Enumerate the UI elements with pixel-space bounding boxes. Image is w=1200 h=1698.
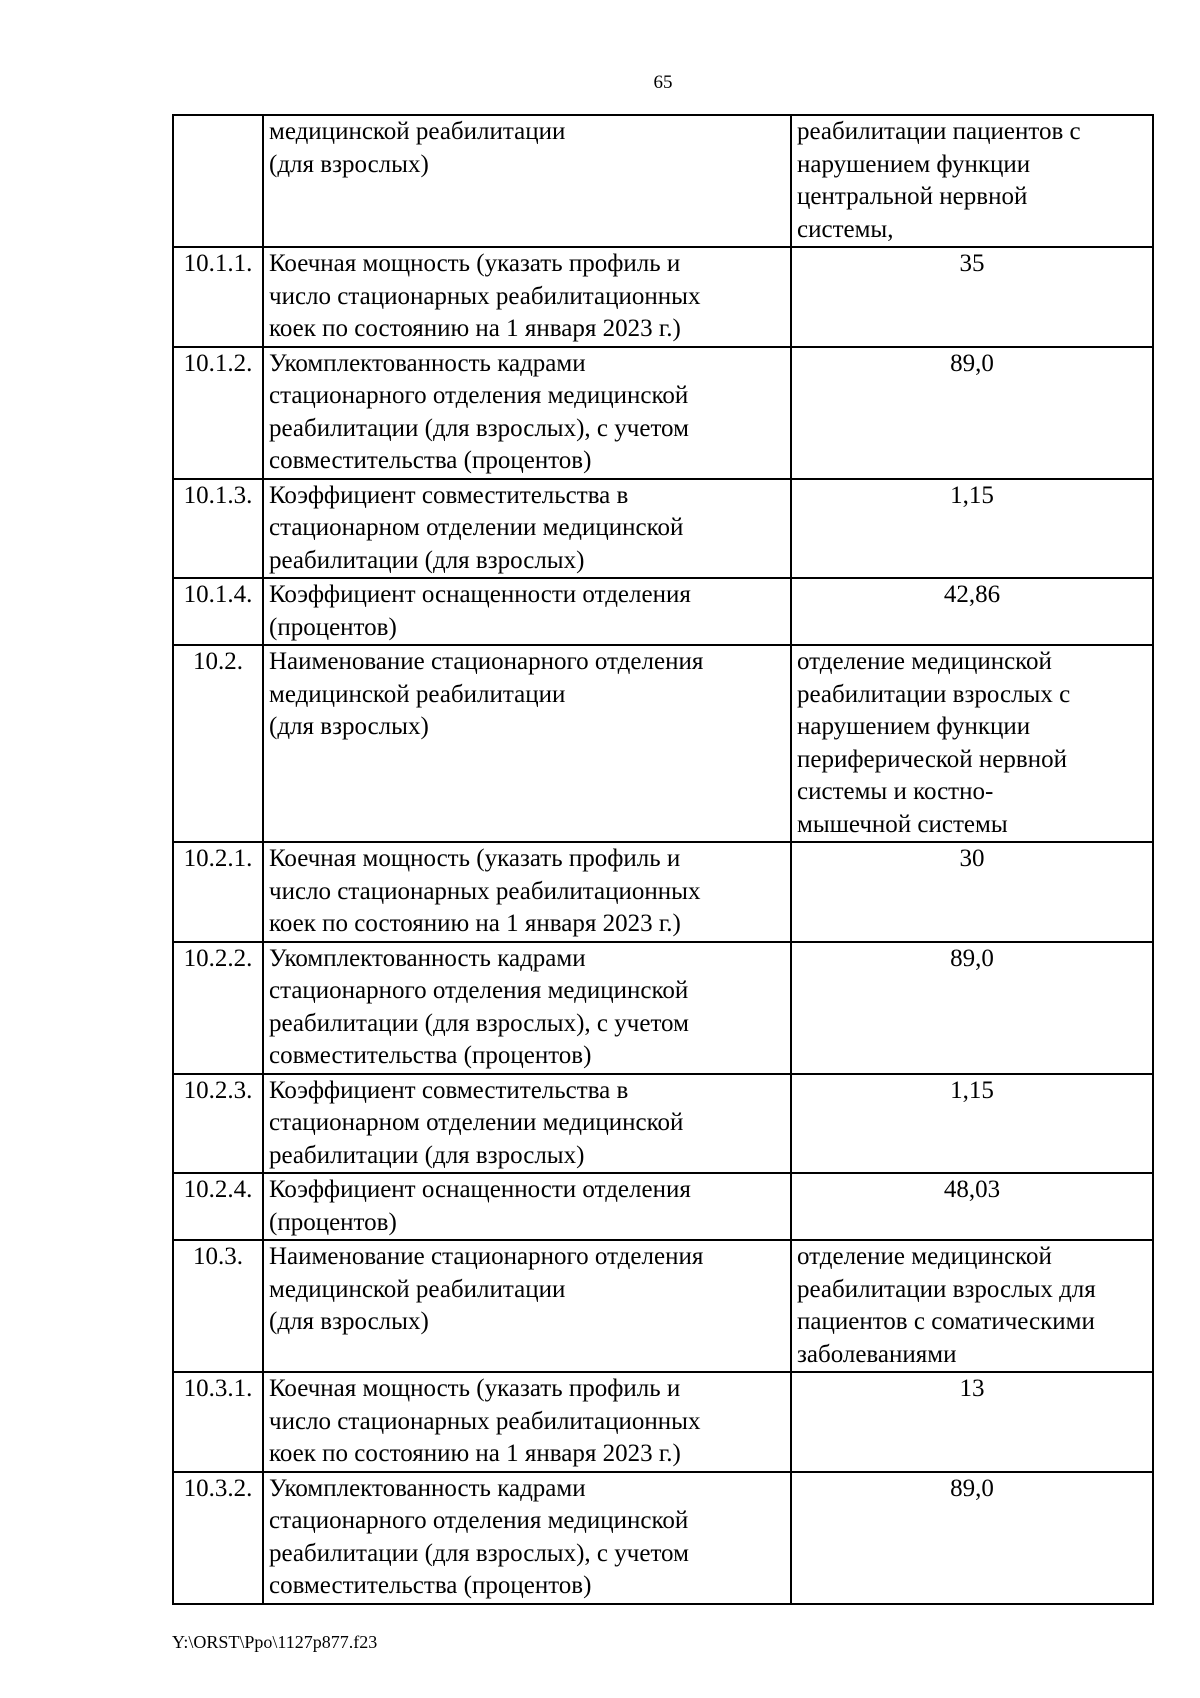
footer-file-path: Y:\ORST\Ppo\1127p877.f23 bbox=[172, 1632, 378, 1652]
indicator-name-line: совместительства (процентов) bbox=[269, 1572, 592, 1599]
indicator-value bbox=[791, 1240, 1153, 1372]
table-row bbox=[173, 247, 1153, 347]
indicator-name-line: Наименование стационарного отделения bbox=[269, 648, 704, 675]
indicator-value-line: периферической нервной bbox=[797, 745, 1067, 773]
indicator-value bbox=[791, 1173, 1153, 1240]
indicator-name bbox=[263, 1372, 791, 1472]
indicator-value-line: 48,03 bbox=[943, 1176, 1001, 1203]
indicator-name-line: Коечная мощность (указать профиль и bbox=[269, 250, 681, 277]
indicator-name-line: Коэффициент оснащенности отделения bbox=[269, 1176, 691, 1203]
indicator-name bbox=[263, 842, 791, 942]
indicator-name bbox=[263, 1173, 791, 1240]
indicator-name-line: (процентов) bbox=[269, 1208, 397, 1236]
indicator-name-line: (для взрослых) bbox=[269, 150, 429, 178]
table-row bbox=[173, 479, 1153, 579]
indicator-value-line: 1,15 bbox=[950, 481, 994, 509]
row-number: 10.1.4. bbox=[173, 578, 263, 645]
indicator-value-line: центральной нервной bbox=[797, 183, 1028, 210]
indicator-value bbox=[791, 1372, 1153, 1472]
indicator-name-line: Укомплектованность кадрами bbox=[269, 349, 586, 377]
indicator-name-line: Коечная мощность (указать профиль и bbox=[269, 845, 681, 872]
row-number: 10.2.3. bbox=[173, 1074, 263, 1174]
indicator-name-line: коек по состоянию на 1 января 2023 г.) bbox=[269, 315, 681, 342]
indicator-value-line: 1,15 bbox=[950, 1076, 994, 1104]
indicator-name-line: медицинской реабилитации bbox=[269, 680, 566, 708]
row-number: 10.2.1. bbox=[173, 842, 263, 942]
indicator-value-line: мышечной системы bbox=[797, 810, 1008, 838]
indicator-value-line: 89,0 bbox=[950, 1474, 994, 1502]
indicator-value-line: 13 bbox=[959, 1375, 985, 1402]
indicator-value bbox=[791, 115, 1153, 247]
indicator-value-line: заболеваниями bbox=[797, 1340, 957, 1368]
indicator-name-line: совместительства (процентов) bbox=[269, 1042, 592, 1069]
row-number: 10.1.2. bbox=[173, 347, 263, 479]
indicator-name-line: Наименование стационарного отделения bbox=[269, 1243, 704, 1270]
indicator-name-line: реабилитации (для взрослых) bbox=[269, 1141, 585, 1169]
table-row bbox=[173, 1372, 1153, 1472]
indicator-name bbox=[263, 578, 791, 645]
indicator-name-line: реабилитации (для взрослых), с учетом bbox=[269, 414, 689, 442]
indicator-value-line: 35 bbox=[959, 250, 985, 277]
indicator-value bbox=[791, 842, 1153, 942]
indicator-value-line: реабилитации взрослых с bbox=[797, 680, 1071, 708]
indicator-name-line: реабилитации (для взрослых), с учетом bbox=[269, 1009, 689, 1037]
row-number: 10.2.4. bbox=[173, 1173, 263, 1240]
indicator-name-line: стационарного отделения медицинской bbox=[269, 977, 689, 1004]
indicator-name bbox=[263, 479, 791, 579]
indicator-value bbox=[791, 645, 1153, 842]
indicators-table bbox=[172, 114, 1154, 1605]
indicator-value-line: системы и костно- bbox=[797, 778, 994, 805]
row-number: 10.3.2. bbox=[173, 1472, 263, 1604]
table-row bbox=[173, 1173, 1153, 1240]
indicator-value bbox=[791, 247, 1153, 347]
table-row bbox=[173, 1240, 1153, 1372]
indicator-name-line: Коечная мощность (указать профиль и bbox=[269, 1375, 681, 1402]
row-number: 10.1.3. bbox=[173, 479, 263, 579]
indicator-value bbox=[791, 578, 1153, 645]
indicator-name bbox=[263, 347, 791, 479]
indicator-name bbox=[263, 1472, 791, 1604]
indicator-value-line: 42,86 bbox=[943, 581, 1001, 608]
indicator-value bbox=[791, 942, 1153, 1074]
table-body bbox=[173, 115, 1153, 1604]
row-number bbox=[173, 115, 263, 247]
indicator-name-line: число стационарных реабилитационных bbox=[269, 282, 701, 310]
indicator-value bbox=[791, 1074, 1153, 1174]
table-row bbox=[173, 645, 1153, 842]
indicator-name-line: (процентов) bbox=[269, 613, 397, 641]
indicator-name bbox=[263, 645, 791, 842]
indicator-value-line: 89,0 bbox=[950, 944, 994, 972]
indicator-value-line: отделение медицинской bbox=[797, 648, 1052, 675]
indicator-name-line: Коэффициент совместительства в bbox=[269, 481, 629, 509]
indicator-value-line: системы, bbox=[797, 215, 894, 243]
table-row bbox=[173, 942, 1153, 1074]
indicator-name-line: медицинской реабилитации bbox=[269, 1275, 566, 1303]
indicator-name bbox=[263, 942, 791, 1074]
indicator-name-line: Коэффициент оснащенности отделения bbox=[269, 581, 691, 608]
indicator-name-line: стационарном отделении медицинской bbox=[269, 1109, 684, 1136]
indicator-name-line: совместительства (процентов) bbox=[269, 447, 592, 474]
indicator-name bbox=[263, 115, 791, 247]
indicator-value-line: 30 bbox=[959, 845, 985, 872]
indicator-name-line: Укомплектованность кадрами bbox=[269, 944, 586, 972]
indicator-value bbox=[791, 479, 1153, 579]
indicator-name-line: число стационарных реабилитационных bbox=[269, 1407, 701, 1435]
table-row bbox=[173, 578, 1153, 645]
indicator-name-line: медицинской реабилитации bbox=[269, 118, 566, 145]
indicator-name-line: реабилитации (для взрослых) bbox=[269, 546, 585, 574]
indicator-value bbox=[791, 347, 1153, 479]
table-row bbox=[173, 1472, 1153, 1604]
indicator-value-line: 89,0 bbox=[950, 349, 994, 377]
row-number: 10.2.2. bbox=[173, 942, 263, 1074]
indicator-name-line: стационарного отделения медицинской bbox=[269, 1507, 689, 1534]
indicator-value-line: реабилитации пациентов с bbox=[797, 118, 1081, 145]
indicator-name bbox=[263, 1240, 791, 1372]
indicator-name-line: (для взрослых) bbox=[269, 1308, 429, 1335]
indicator-name-line: Укомплектованность кадрами bbox=[269, 1474, 586, 1502]
table-row bbox=[173, 1074, 1153, 1174]
indicator-value-line: отделение медицинской bbox=[797, 1243, 1052, 1270]
indicator-name bbox=[263, 247, 791, 347]
indicator-value-line: нарушением функции bbox=[797, 713, 1031, 740]
indicator-value-line: реабилитации взрослых для bbox=[797, 1275, 1096, 1303]
indicator-name-line: число стационарных реабилитационных bbox=[269, 877, 701, 905]
row-number: 10.3. bbox=[173, 1240, 263, 1372]
indicator-name-line: реабилитации (для взрослых), с учетом bbox=[269, 1539, 689, 1567]
indicator-name-line: стационарного отделения медицинской bbox=[269, 382, 689, 409]
indicator-value-line: нарушением функции bbox=[797, 150, 1031, 178]
indicator-name-line: (для взрослых) bbox=[269, 713, 429, 740]
row-number: 10.3.1. bbox=[173, 1372, 263, 1472]
indicator-name-line: стационарном отделении медицинской bbox=[269, 514, 684, 541]
table-row bbox=[173, 115, 1153, 247]
indicator-value bbox=[791, 1472, 1153, 1604]
indicator-name-line: коек по состоянию на 1 января 2023 г.) bbox=[269, 1440, 681, 1467]
row-number: 10.1.1. bbox=[173, 247, 263, 347]
indicator-name bbox=[263, 1074, 791, 1174]
indicator-name-line: коек по состоянию на 1 января 2023 г.) bbox=[269, 910, 681, 937]
indicator-value-line: пациентов с соматическими bbox=[797, 1308, 1095, 1335]
row-number: 10.2. bbox=[173, 645, 263, 842]
indicator-name-line: Коэффициент совместительства в bbox=[269, 1076, 629, 1104]
page-number: 65 bbox=[653, 72, 673, 93]
table-row bbox=[173, 842, 1153, 942]
table-row bbox=[173, 347, 1153, 479]
